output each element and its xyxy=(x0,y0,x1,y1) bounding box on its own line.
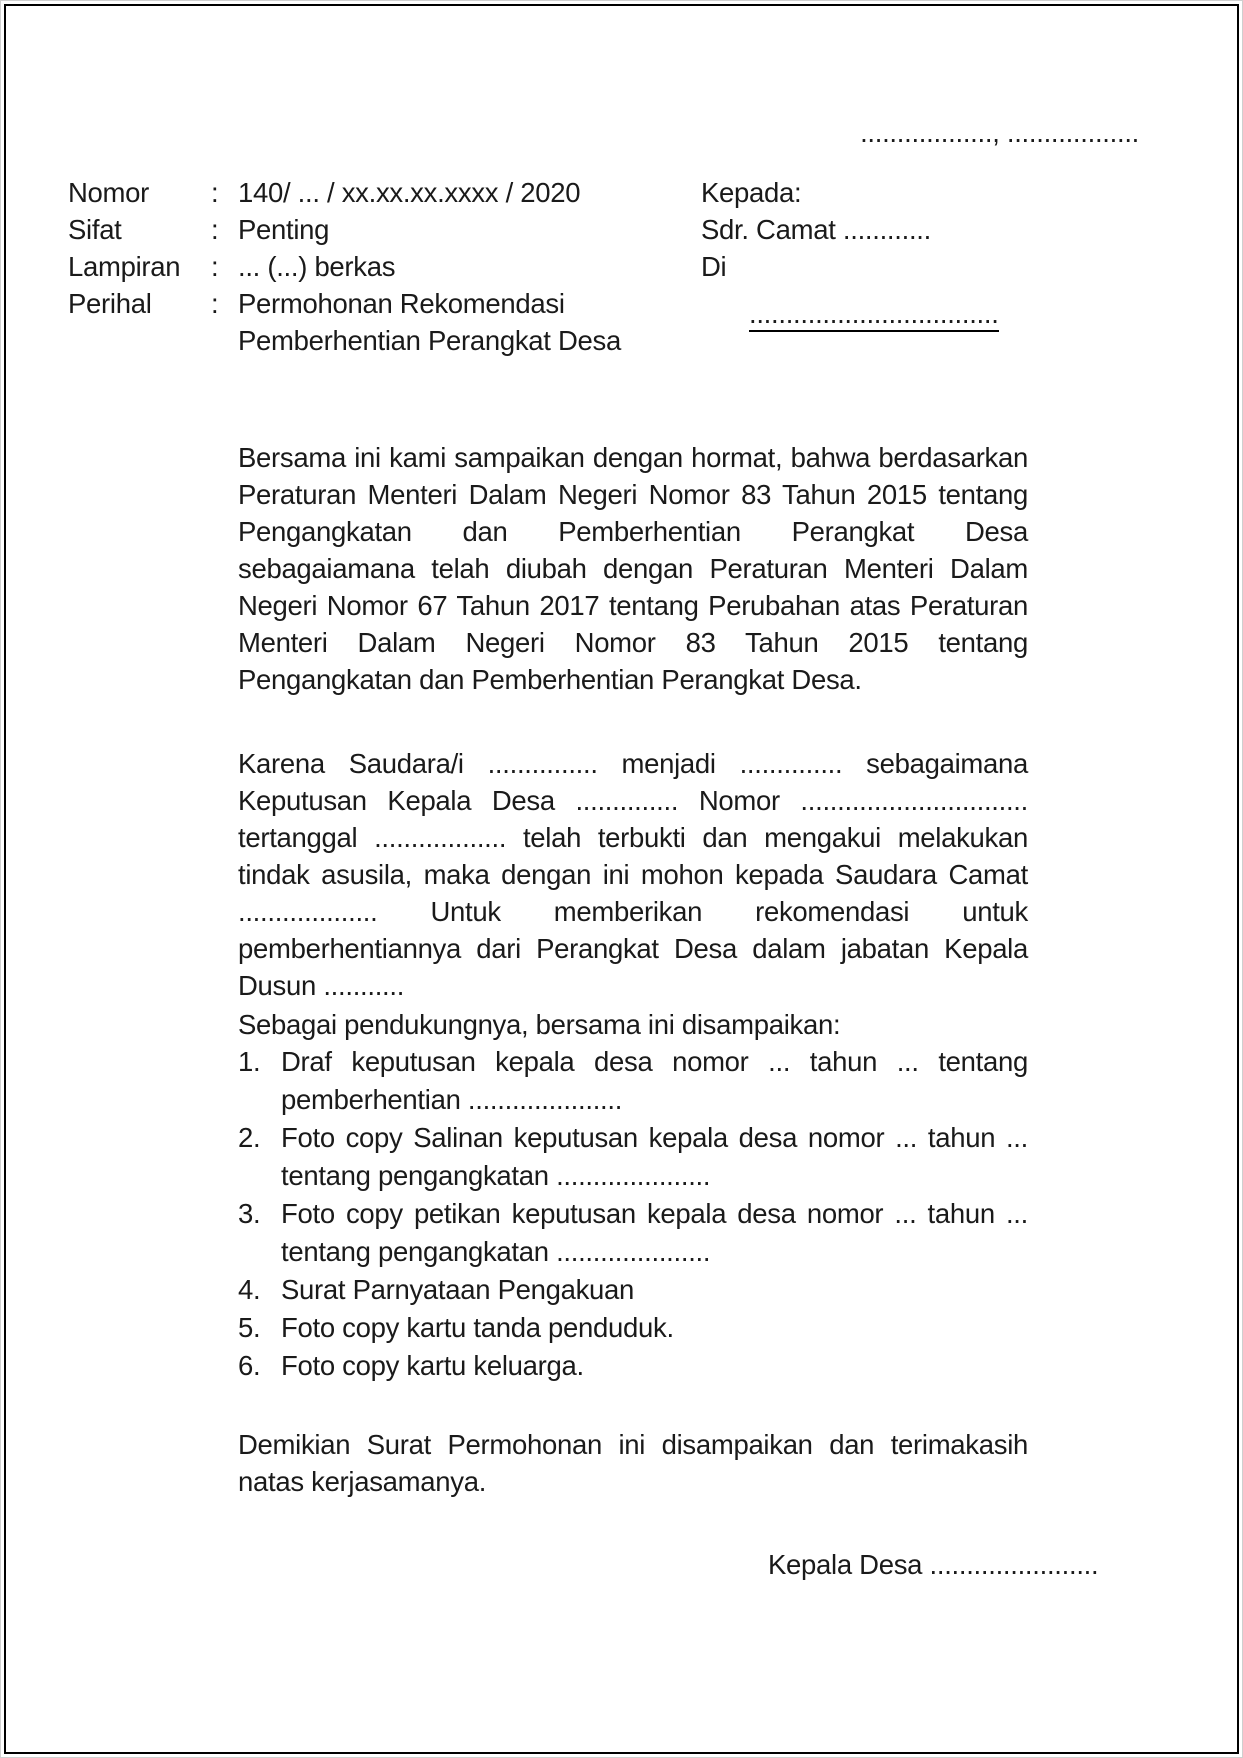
list-item-text: Foto copy kartu tanda penduduk. xyxy=(281,1312,674,1343)
recipient-block xyxy=(701,174,1151,332)
list-item-number: 1. xyxy=(238,1046,261,1077)
attachments-intro: Sebagai pendukungnya, bersama ini disampaikan: xyxy=(238,1009,841,1040)
list-item-number: 2. xyxy=(238,1122,261,1153)
meta-colon: : xyxy=(211,214,219,245)
list-item-text: Draf keputusan kepala desa nomor ... tahun ... tentang pemberhentian ..................... xyxy=(281,1046,1028,1115)
list-item-text: Foto copy petikan keputusan kepala desa nomor ... tahun ... tentang pengangkatan ..................... xyxy=(281,1198,1028,1267)
meta-row-lampiran xyxy=(68,248,688,285)
list-item xyxy=(238,1195,1028,1271)
perihal-line-1: Permohonan Rekomendasi xyxy=(238,288,565,319)
meta-value-perihal xyxy=(238,285,688,359)
recipient-place-dotted-line: .................................. xyxy=(749,299,999,332)
list-item-number: 6. xyxy=(238,1350,261,1381)
attachments-list xyxy=(238,1043,1028,1385)
list-item xyxy=(238,1347,1028,1385)
list-item-text: Foto copy Salinan keputusan kepala desa nomor ... tahun ... tentang pengangkatan ..................... xyxy=(281,1122,1028,1191)
closing-paragraph: Demikian Surat Permohonan ini disampaikan dan terimakasih natas kerjasamanya. xyxy=(238,1429,1028,1497)
meta-block xyxy=(68,174,688,359)
meta-label-lampiran: Lampiran xyxy=(68,251,181,282)
meta-colon: : xyxy=(211,251,219,282)
list-item-number: 5. xyxy=(238,1312,261,1343)
recipient-di: Di xyxy=(701,251,727,282)
attachments-section xyxy=(238,1006,1028,1385)
list-item xyxy=(238,1309,1028,1347)
meta-row-perihal xyxy=(68,285,688,359)
meta-label-sifat: Sifat xyxy=(68,214,122,245)
list-item-number: 3. xyxy=(238,1198,261,1229)
paragraph-request: Karena Saudara/i ............... menjadi .............. sebagaimana Keputusan Kepala Desa .............. Nomor ............................... tertanggal .................. telah terbukti dan mengakui melakukan tindak asusila, maka dengan ini mohon kepada Saudara Camat ................... Untuk memberikan rekomendasi untuk pemberhentiannya dari Perangkat Desa dalam jabatan Kepala Dusun ........... xyxy=(238,748,1028,1001)
letter-page-border xyxy=(4,4,1239,1754)
list-item xyxy=(238,1043,1028,1119)
recipient-addressee: Sdr. Camat ............ xyxy=(701,214,931,245)
meta-row-nomor xyxy=(68,174,688,211)
meta-colon: : xyxy=(211,288,219,319)
date-place-line: .................., .................. xyxy=(860,117,1139,148)
meta-colon: : xyxy=(211,177,219,208)
list-item xyxy=(238,1271,1028,1309)
meta-value-sifat: Penting xyxy=(238,214,330,245)
meta-value-nomor: 140/ ... / xx.xx.xx.xxxx / 2020 xyxy=(238,177,581,208)
meta-label-perihal: Perihal xyxy=(68,288,152,319)
signature-line: Kepala Desa ....................... xyxy=(768,1549,1099,1580)
list-item-text: Surat Parnyataan Pengakuan xyxy=(281,1274,635,1305)
paragraph-legal-basis: Bersama ini kami sampaikan dengan hormat, bahwa berdasarkan Peraturan Menteri Dalam Negeri Nomor 83 Tahun 2015 tentang Pengangkatan dan Pemberhentian Perangkat Desa sebagaiamana telah diubah dengan Peraturan Menteri Dalam Negeri Nomor 67 Tahun 2017 tentang Perubahan atas Peraturan Menteri Dalam Negeri Nomor 83 Tahun 2015 tentang Pengangkatan dan Pemberhentian Perangkat Desa. xyxy=(238,442,1028,695)
meta-row-sifat xyxy=(68,211,688,248)
list-item-text: Foto copy kartu keluarga. xyxy=(281,1350,584,1381)
recipient-kepada: Kepada: xyxy=(701,177,802,208)
meta-label-nomor: Nomor xyxy=(68,177,150,208)
list-item-number: 4. xyxy=(238,1274,261,1305)
perihal-line-2: Pemberhentian Perangkat Desa xyxy=(238,325,621,356)
list-item xyxy=(238,1119,1028,1195)
meta-value-lampiran: ... (...) berkas xyxy=(238,251,396,282)
